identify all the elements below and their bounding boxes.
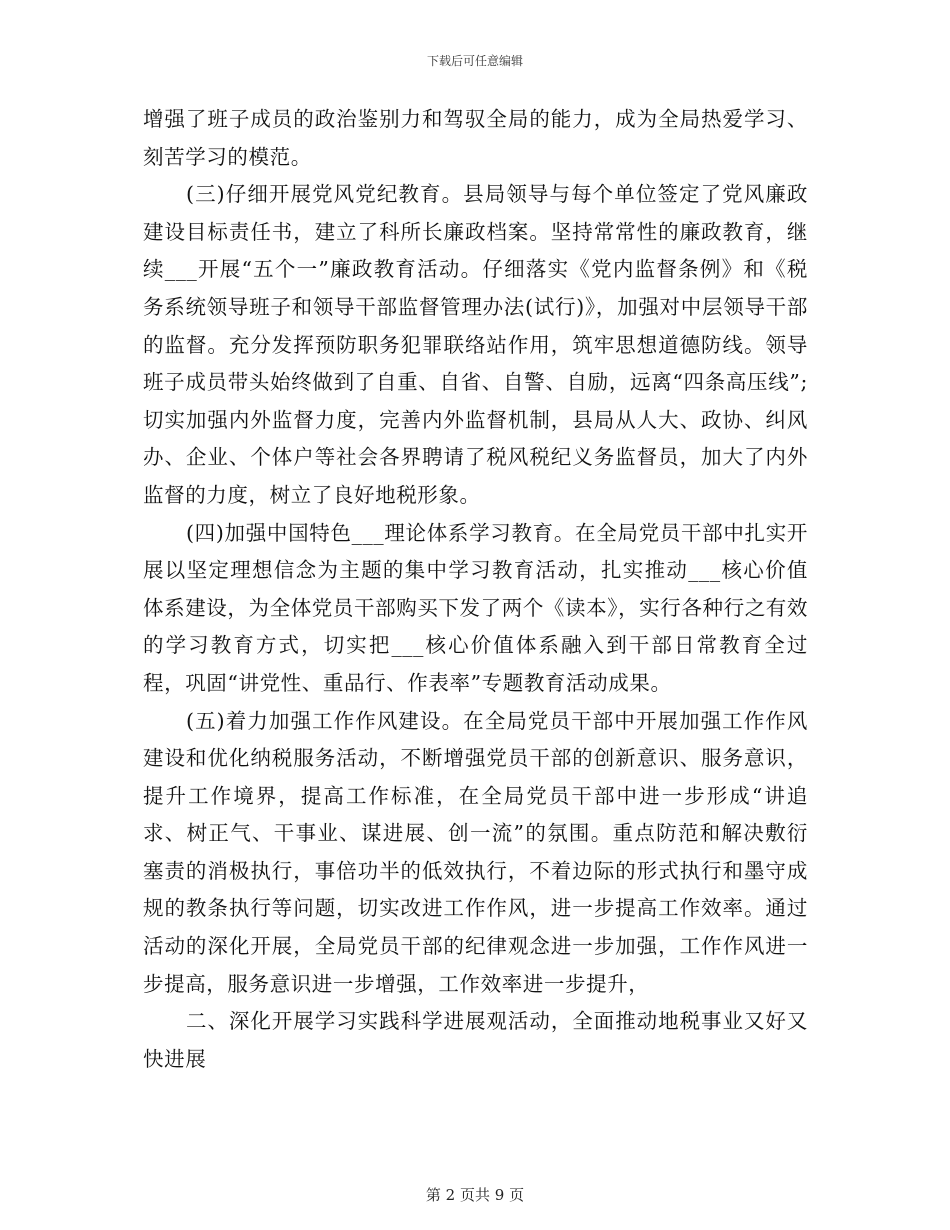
heading-part-2: 二、深化开展学习实践科学进展观活动，全面推动地税事业又好又快进展 (143, 1009, 808, 1071)
paragraph-section-3: (三)仔细开展党风党纪教育。县局领导与每个单位签定了党风廉政建设目标责任书，建立了科所长廉政档案。坚持常常性的廉政教育，继续___开展“五个一”廉政教育活动。仔细落实《党内监督条例》和《税务系统领导班子和领导干部监督管理办法(试行)》，加强对中层领导干部的监督。充分发挥预防职务犯罪联络站作用，筑牢思想道德防线。领导班子成员带头始终做到了自重、自省、自警、自励，远离“四条高压线”;切实加强内外监督力度，完善内外监督机制，县局从人大、政协、纠风办、企业、个体户等社会各界聘请了税风税纪义务监督员，加大了内外监督的力度，树立了良好地税形象。 (143, 182, 808, 507)
page-number: 第 2 页共 9 页 (425, 1186, 525, 1204)
document-body (143, 101, 808, 1078)
paragraph-section-5: (五)着力加强工作作风建设。在全局党员干部中开展加强工作作风建设和优化纳税服务活动，不断增强党员干部的创新意识、服务意识，提升工作境界，提高工作标准，在全局党员干部中进一步形成“讲追求、树正气、干事业、谋进展、创一流”的氛围。重点防范和解决敷衍塞责的消极执行，事倍功半的低效执行，不着边际的形式执行和墨守成规的教条执行等问题，切实改进工作作风，进一步提高工作效率。通过活动的深化开展，全局党员干部的纪律观念进一步加强，工作作风进一步提高，服务意识进一步增强，工作效率进一步提升， (143, 708, 808, 996)
paragraph-section-4: (四)加强中国特色___理论体系学习教育。在全局党员干部中扎实开展以坚定理想信念为主题的集中学习教育活动，扎实推动___核心价值体系建设，为全体党员干部购买下发了两个《读本》，实行各种行之有效的学习教育方式，切实把___核心价值体系融入到干部日常教育全过程，巩固“讲党性、重品行、作表率”专题教育活动成果。 (143, 520, 808, 695)
paragraph-continuation: 增强了班子成员的政治鉴别力和驾驭全局的能力，成为全局热爱学习、刻苦学习的模范。 (143, 107, 808, 169)
page-header-note: 下载后可任意编辑 (426, 54, 523, 68)
